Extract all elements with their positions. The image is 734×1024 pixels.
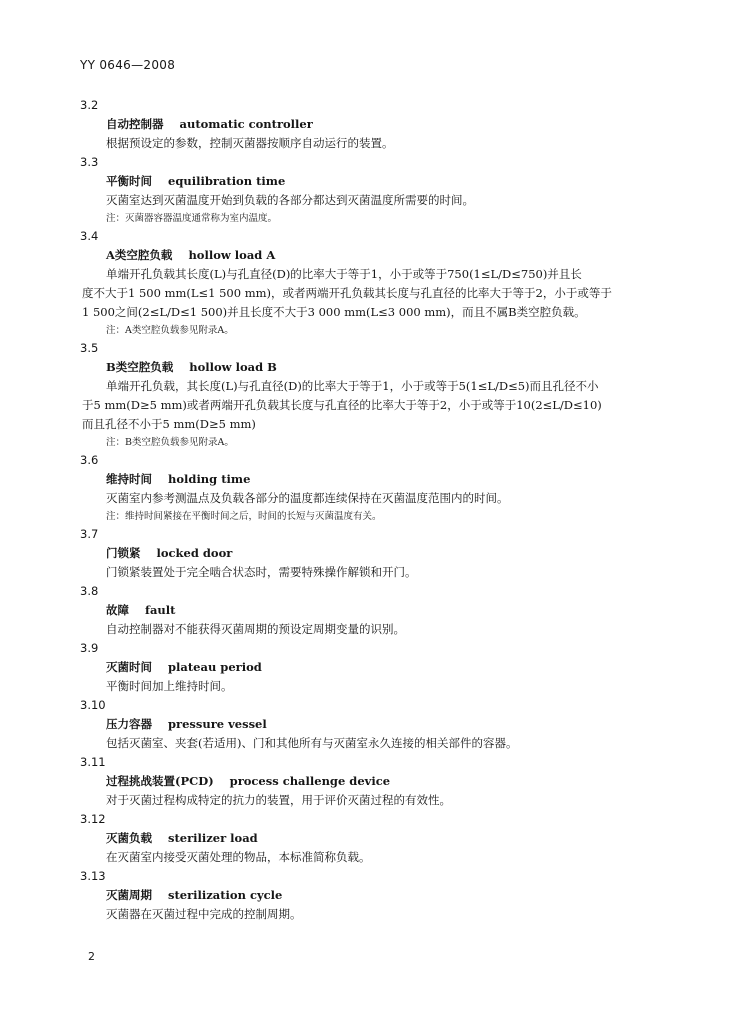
term-chinese: 故障 (106, 603, 129, 617)
term-heading (82, 601, 672, 620)
term-heading (82, 470, 672, 489)
term-heading (82, 829, 672, 848)
term-heading (82, 772, 672, 791)
definition-text: 自动控制器对不能获得灭菌周期的预设定周期变量的识别。 (106, 622, 405, 636)
definition-text-line: 1 500之间(2≤L/D≤1 500)并且长度不大于3 000 mm(L≤3 000 mm)，而且不属B类空腔负载。 (82, 305, 586, 319)
definition-note: 注：B类空腔负载参见附录A。 (106, 437, 234, 448)
term-english: fault (145, 603, 176, 617)
term-chinese: 灭菌负载 (106, 831, 152, 845)
definition-entry (82, 153, 672, 227)
term-english: locked door (156, 546, 233, 560)
definition-entry (82, 639, 672, 696)
term-chinese: 灭菌时间 (106, 660, 152, 674)
definition-note: 注：灭菌器容器温度通常称为室内温度。 (106, 213, 278, 224)
clause-number: 3.13 (80, 869, 106, 883)
definition-text: 门锁紧装置处于完全啮合状态时，需要特殊操作解锁和开门。 (106, 565, 417, 579)
term-chinese: 压力容器 (106, 717, 152, 731)
term-english: process challenge device (229, 774, 391, 788)
term-heading (82, 115, 672, 134)
definition-text-line: 单端开孔负载，其长度(L)与孔直径(D)的比率大于等于1，小于或等于5(1≤L/D≤5)而且孔径不小 (106, 379, 599, 393)
term-heading (82, 544, 672, 563)
term-english: automatic controller (179, 117, 313, 131)
clause-number: 3.10 (80, 698, 106, 712)
definitions-list (82, 96, 672, 924)
definition-entry (82, 96, 672, 153)
definition-text: 灭菌室内参考测温点及负载各部分的温度都连续保持在灭菌温度范围内的时间。 (106, 491, 509, 505)
clause-number: 3.7 (80, 527, 99, 541)
clause-number: 3.3 (80, 155, 99, 169)
definition-entry (82, 753, 672, 810)
term-chinese: 维持时间 (106, 472, 152, 486)
clause-number: 3.2 (80, 98, 99, 112)
term-chinese: 自动控制器 (106, 117, 164, 131)
term-english: pressure vessel (168, 717, 267, 731)
term-english: sterilization cycle (168, 888, 283, 902)
clause-number: 3.11 (80, 755, 106, 769)
definition-entry (82, 696, 672, 753)
definition-entry (82, 810, 672, 867)
clause-number: 3.9 (80, 641, 99, 655)
term-chinese: 灭菌周期 (106, 888, 152, 902)
clause-number: 3.6 (80, 453, 99, 467)
definition-note: 注：A类空腔负载参见附录A。 (106, 325, 234, 336)
definition-text-line: 度不大于1 500 mm(L≤1 500 mm)，或者两端开孔负载其长度与孔直径的比率大于等于2，小于或等于 (82, 286, 612, 300)
term-heading (82, 358, 672, 377)
term-english: plateau period (168, 660, 262, 674)
term-chinese: B类空腔负载 (106, 360, 174, 374)
clause-number: 3.8 (80, 584, 99, 598)
definition-text: 包括灭菌室、夹套(若适用)、门和其他所有与灭菌室永久连接的相关部件的容器。 (106, 736, 518, 750)
term-chinese: A类空腔负载 (106, 248, 173, 262)
clause-number: 3.4 (80, 229, 99, 243)
clause-number: 3.12 (80, 812, 106, 826)
definition-entry (82, 525, 672, 582)
definition-text: 对于灭菌过程构成特定的抗力的装置，用于评价灭菌过程的有效性。 (106, 793, 451, 807)
term-english: hollow load B (189, 360, 277, 374)
definition-entry (82, 339, 672, 451)
term-heading (82, 886, 672, 905)
term-chinese: 平衡时间 (106, 174, 152, 188)
clause-number: 3.5 (80, 341, 99, 355)
term-chinese: 过程挑战装置(PCD) (106, 774, 214, 788)
standard-code-header: YY 0646—2008 (80, 58, 176, 72)
term-heading (82, 246, 672, 265)
page-number: 2 (88, 950, 95, 963)
definition-entry (82, 867, 672, 924)
term-chinese: 门锁紧 (106, 546, 141, 560)
definition-note: 注：维持时间紧接在平衡时间之后，时间的长短与灭菌温度有关。 (106, 511, 382, 522)
definition-text: 灭菌器在灭菌过程中完成的控制周期。 (106, 907, 302, 921)
definition-text: 在灭菌室内接受灭菌处理的物品，本标准简称负载。 (106, 850, 371, 864)
definition-text-line: 于5 mm(D≥5 mm)或者两端开孔负载其长度与孔直径的比率大于等于2，小于或等于10(2≤L/D≤10) (82, 398, 602, 412)
term-heading (82, 658, 672, 677)
term-english: holding time (168, 472, 251, 486)
term-english: sterilizer load (168, 831, 258, 845)
term-heading (82, 715, 672, 734)
term-english: hollow load A (188, 248, 276, 262)
definition-text: 根据预设定的参数，控制灭菌器按顺序自动运行的装置。 (106, 136, 394, 150)
definition-text: 平衡时间加上维持时间。 (106, 679, 233, 693)
definition-text-line: 而且孔径不小于5 mm(D≥5 mm) (82, 417, 256, 431)
definition-text-line: 单端开孔负载其长度(L)与孔直径(D)的比率大于等于1，小于或等于750(1≤L/D≤750)并且长 (106, 267, 582, 281)
definition-text: 灭菌室达到灭菌温度开始到负载的各部分都达到灭菌温度所需要的时间。 (106, 193, 474, 207)
definition-entry (82, 451, 672, 525)
term-heading (82, 172, 672, 191)
definition-entry (82, 582, 672, 639)
term-english: equilibration time (168, 174, 286, 188)
definition-entry (82, 227, 672, 339)
